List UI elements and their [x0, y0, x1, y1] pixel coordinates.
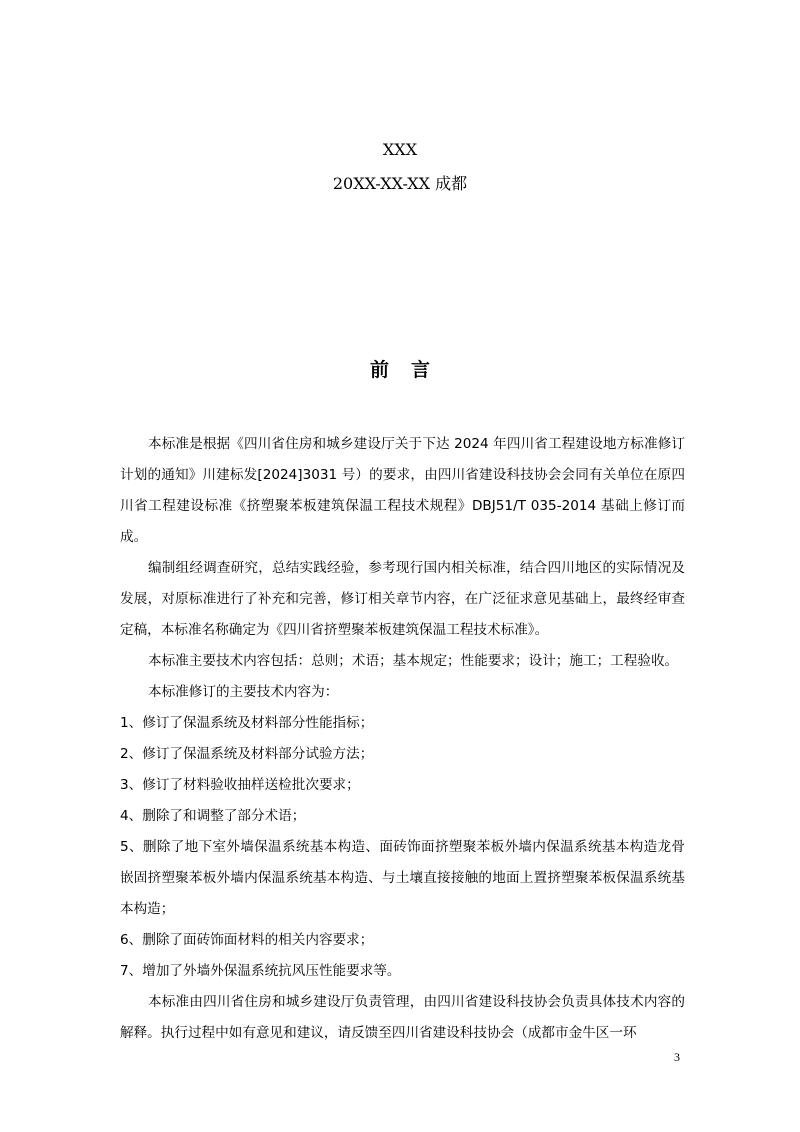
page-number: 3 — [674, 1050, 680, 1064]
revision-item: 3、修订了材料验收抽样送检批次要求； — [120, 777, 360, 793]
paragraph-basis: 本标准是根据《四川省住房和城乡建设厅关于下达 2024 年四川省工程建设地方标准修订计划的通知》川建标发[2024]3031 号）的要求，由四川省建设科技协会会同有关单位在原四川省工程建设标准《挤塑聚苯板建筑保温工程技术规程》DBJ51/T 035-2014 基础上修订而成。 — [120, 436, 685, 545]
revision-item: 4、删除了和调整了部分术语； — [120, 808, 306, 824]
preface-body — [120, 429, 685, 1049]
revision-item: 6、删除了面砖饰面材料的相关内容要求； — [120, 932, 374, 948]
paragraph-compilation: 编制组经调查研究，总结实践经验，参考现行国内相关标准，结合四川地区的实际情况及发展，对原标准进行了补充和完善，修订相关章节内容，在广泛征求意见基础上，最终经审查定稿，本标准名称确定为《四川省挤塑聚苯板建筑保温工程技术标准》。 — [120, 560, 685, 638]
revision-item: 2、修订了保温系统及材料部分试验方法； — [120, 746, 374, 762]
paragraph-content: 本标准主要技术内容包括：总则；术语；基本规定；性能要求；设计；施工；工程验收。 — [148, 653, 679, 669]
section-heading: 前言 — [369, 359, 452, 381]
organization-name: XXX — [382, 140, 418, 159]
paragraph-revision-intro: 本标准修订的主要技术内容为： — [148, 684, 339, 700]
date-place: 20XX-XX-XX 成都 — [332, 174, 468, 193]
revision-item: 5、删除了地下室外墙保温系统基本构造、面砖饰面挤塑聚苯板外墙内保温系统基本构造龙骨嵌固挤塑聚苯板外墙内保温系统基本构造、与土壤直接接触的地面上置挤塑聚苯板保温系统基本构造； — [120, 839, 685, 917]
revision-item: 7、增加了外墙外保温系统抗风压性能要求等。 — [120, 963, 401, 979]
revision-item: 1、修订了保温系统及材料部分性能指标； — [120, 715, 374, 731]
paragraph-management: 本标准由四川省住房和城乡建设厅负责管理，由四川省建设科技协会负责具体技术内容的解释。执行过程中如有意见和建议，请反馈至四川省建设科技协会（成都市金牛区一环 — [120, 994, 685, 1041]
